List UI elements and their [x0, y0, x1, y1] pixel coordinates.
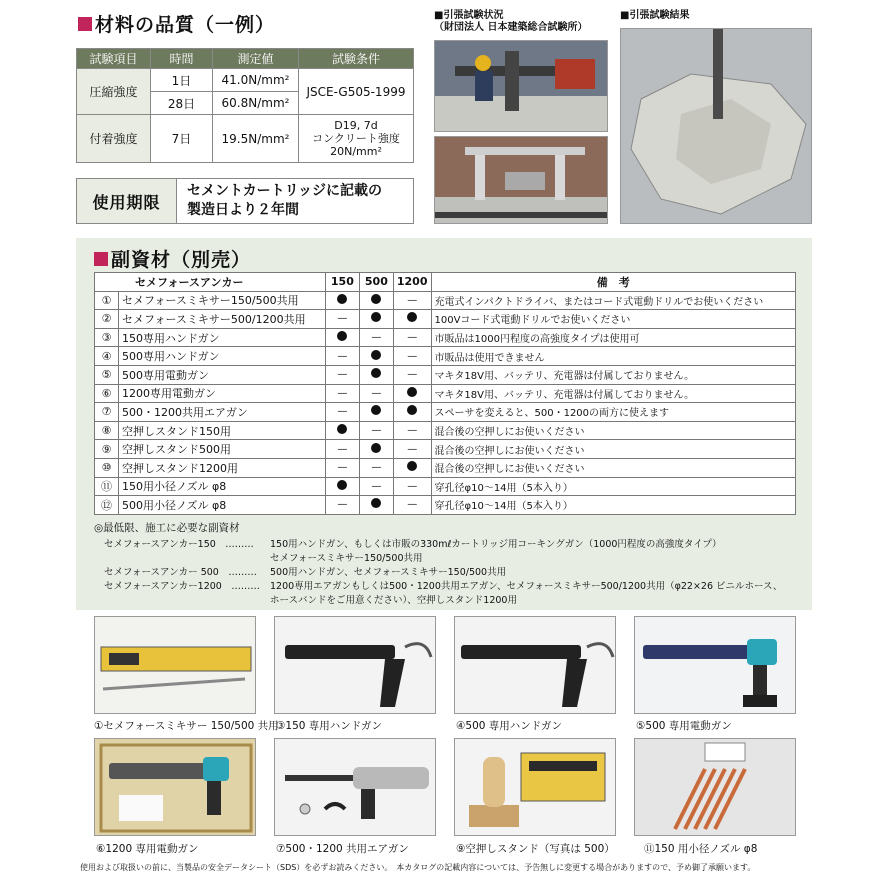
filled-dot-icon: [337, 331, 347, 341]
accessory-mark-500: —: [359, 458, 393, 477]
accessory-note: 市販品は使用できません: [431, 347, 796, 366]
caption-air-gun: ⑦500・1200 共用エアガン: [276, 843, 409, 855]
materials-table: [76, 48, 414, 163]
accessory-number: ②: [95, 310, 119, 329]
accessory-note: 穿孔径φ10～14用（5本入り）: [431, 477, 796, 496]
accessory-number: ⑩: [95, 458, 119, 477]
header-condition: 試験条件: [299, 49, 414, 69]
mixer-image: [95, 617, 256, 714]
caption-handgun-150: ③150 専用ハンドガン: [276, 720, 382, 732]
accessory-name: 1200専用電動ガン: [119, 384, 326, 403]
accessory-name: 空押しスタンド1200用: [119, 458, 326, 477]
accessory-mark-150: —: [325, 440, 359, 459]
caption-electric-gun-1200: ⑥1200 専用電動ガン: [96, 843, 199, 855]
accessory-mark-500: [359, 403, 393, 422]
accessory-mark-1200: [393, 403, 431, 422]
minimum-150-label: セメフォースアンカー150 ………: [104, 539, 254, 550]
air-gun-photo: [274, 738, 436, 836]
compression-condition: JSCE-G505-1999: [299, 69, 414, 115]
handgun-150-photo: [274, 616, 436, 714]
mixer-photo: [94, 616, 256, 714]
accessory-mark-1200: —: [393, 440, 431, 459]
tension-jack-image: [435, 137, 608, 224]
minimum-1200-text2: ホースバンドをご用意ください）、空押しスタンド1200用: [270, 595, 517, 606]
filled-dot-icon: [337, 424, 347, 434]
nozzle-image: [635, 739, 796, 836]
tension-result-caption: ■引張試験結果: [620, 10, 690, 21]
accessory-mark-1200: —: [393, 477, 431, 496]
accessory-mark-1200: —: [393, 347, 431, 366]
filled-dot-icon: [371, 350, 381, 360]
electric-gun-500-image: [635, 617, 796, 714]
accessory-number: ③: [95, 328, 119, 347]
accessory-note: 100Vコード式電動ドリルでお使いください: [431, 310, 796, 329]
accessory-number: ⑥: [95, 384, 119, 403]
tension-test-photo-1: [434, 40, 608, 132]
accessory-name: 空押しスタンド150用: [119, 421, 326, 440]
caption-stand: ⑨空押しスタンド（写真は 500）: [456, 843, 615, 855]
accessory-row: [95, 421, 796, 440]
stand-photo: [454, 738, 616, 836]
accessory-mark-500: —: [359, 421, 393, 440]
filled-dot-icon: [407, 387, 417, 397]
accessory-number: ④: [95, 347, 119, 366]
accessory-mark-1200: —: [393, 496, 431, 515]
filled-dot-icon: [371, 498, 381, 508]
accessory-note: 混合後の空押しにお使いください: [431, 440, 796, 459]
minimum-150-text2: セメフォースミキサー150/500共用: [270, 553, 423, 564]
filled-dot-icon: [371, 368, 381, 378]
accessory-note: マキタ18V用、バッテリ、充電器は付属しておりません。: [431, 384, 796, 403]
accessory-name: セメフォースミキサー150/500共用: [119, 291, 326, 310]
accessory-number: ⑪: [95, 477, 119, 496]
accessory-row: [95, 477, 796, 496]
tension-result-photo: [620, 28, 812, 224]
caption-handgun-500: ④500 専用ハンドガン: [456, 720, 562, 732]
header-500: 500: [359, 273, 393, 292]
accessory-mark-150: —: [325, 403, 359, 422]
accessory-mark-500: [359, 496, 393, 515]
accessory-mark-1200: —: [393, 365, 431, 384]
accessory-note: 混合後の空押しにお使いください: [431, 421, 796, 440]
accessory-row: [95, 291, 796, 310]
filled-dot-icon: [407, 312, 417, 322]
accessory-mark-150: [325, 421, 359, 440]
cone-failure-image: [621, 29, 812, 224]
filled-dot-icon: [337, 480, 347, 490]
accessory-row: [95, 310, 796, 329]
accessory-mark-500: [359, 365, 393, 384]
accessory-note: 穿孔径φ10～14用（5本入り）: [431, 496, 796, 515]
handgun-150-image: [275, 617, 436, 714]
accessory-mark-500: [359, 440, 393, 459]
accessory-number: ⑫: [95, 496, 119, 515]
accessory-mark-1200: [393, 310, 431, 329]
accessory-mark-500: [359, 347, 393, 366]
accessory-name: 空押しスタンド500用: [119, 440, 326, 459]
tension-test-rig-image: [435, 41, 608, 132]
minimum-500-label: セメフォースアンカー 500 ………: [104, 567, 257, 578]
accessory-mark-1200: —: [393, 291, 431, 310]
accessory-name: 500・1200共用エアガン: [119, 403, 326, 422]
accessory-mark-500: [359, 291, 393, 310]
bond-condition: D19, 7d コンクリート強度 20N/mm²: [299, 115, 414, 163]
accessory-mark-150: —: [325, 310, 359, 329]
header-150: 150: [325, 273, 359, 292]
tension-status-caption: ■引張試験状況 （財団法人 日本建築総合試験所）: [434, 10, 588, 33]
caption-mixer: ①セメフォースミキサー 150/500 共用: [94, 720, 279, 732]
accessory-row: [95, 458, 796, 477]
accessory-mark-500: [359, 310, 393, 329]
accessory-name: 150用小径ノズル φ8: [119, 477, 326, 496]
accessory-name: 150専用ハンドガン: [119, 328, 326, 347]
accessory-mark-150: [325, 477, 359, 496]
accessory-name: セメフォースミキサー500/1200共用: [119, 310, 326, 329]
accessory-mark-150: —: [325, 496, 359, 515]
accessory-mark-150: [325, 328, 359, 347]
filled-dot-icon: [337, 294, 347, 304]
minimum-500-text: 500用ハンドガン、セメフォースミキサー150/500共用: [270, 567, 507, 578]
nozzle-photo: [634, 738, 796, 836]
accessory-mark-500: —: [359, 384, 393, 403]
caption-nozzle: ⑪150 用小径ノズル φ8: [644, 843, 758, 855]
accessory-name: 500専用電動ガン: [119, 365, 326, 384]
accessory-note: スペーサを変えると、500・1200の両方に使えます: [431, 403, 796, 422]
accessory-row: [95, 440, 796, 459]
handgun-500-image: [455, 617, 616, 714]
handgun-500-photo: [454, 616, 616, 714]
filled-dot-icon: [371, 443, 381, 453]
accessory-mark-500: —: [359, 328, 393, 347]
filled-dot-icon: [371, 294, 381, 304]
electric-gun-1200-image: [95, 739, 256, 836]
accessory-mark-1200: [393, 458, 431, 477]
expiry-label: 使用期限: [77, 179, 177, 223]
stand-image: [455, 739, 616, 836]
header-1200: 1200: [393, 273, 431, 292]
accessory-name: 500用小径ノズル φ8: [119, 496, 326, 515]
accessory-row: [95, 496, 796, 515]
accessory-number: ⑨: [95, 440, 119, 459]
accessory-mark-150: —: [325, 458, 359, 477]
expiry-box: [76, 178, 414, 224]
accessory-mark-150: —: [325, 365, 359, 384]
accessory-mark-150: —: [325, 384, 359, 403]
accessories-table: [94, 272, 796, 515]
accessory-number: ①: [95, 291, 119, 310]
accessory-number: ⑤: [95, 365, 119, 384]
tension-test-photo-2: [434, 136, 608, 224]
bond-value: 19.5N/mm²: [213, 115, 299, 163]
header-notes: 備 考: [431, 273, 796, 292]
electric-gun-500-photo: [634, 616, 796, 714]
minimum-1200-label: セメフォースアンカー1200 ………: [104, 581, 260, 592]
accessory-note: 混合後の空押しにお使いください: [431, 458, 796, 477]
accessory-mark-1200: [393, 384, 431, 403]
square-bullet-icon: [94, 252, 108, 266]
accessory-mark-500: —: [359, 477, 393, 496]
compression-day28: 28日: [151, 92, 213, 115]
accessory-row: [95, 365, 796, 384]
accessory-mark-150: —: [325, 347, 359, 366]
accessory-note: マキタ18V用、バッテリ、充電器は付属しておりません。: [431, 365, 796, 384]
minimum-1200-text1: 1200専用エアガンもしくは500・1200共用エアガン、セメフォースミキサー500/1200共用（φ22×26 ビニルホース、: [270, 581, 783, 592]
accessory-mark-1200: —: [393, 421, 431, 440]
accessory-mark-1200: —: [393, 328, 431, 347]
bond-day: 7日: [151, 115, 213, 163]
minimum-150-text1: 150用ハンドガン、もしくは市販の330mℓカートリッジ用コーキングガン（1000円程度の高強度タイプ）: [270, 539, 722, 550]
accessory-name: 500専用ハンドガン: [119, 347, 326, 366]
filled-dot-icon: [407, 461, 417, 471]
accessory-row: [95, 384, 796, 403]
square-bullet-icon: [78, 17, 92, 31]
header-test-item: 試験項目: [77, 49, 151, 69]
caption-electric-gun-500: ⑤500 専用電動ガン: [636, 720, 732, 732]
accessory-note: 市販品は1000円程度の高強度タイプは使用可: [431, 328, 796, 347]
minimum-title: ◎最低限、施工に必要な副資材: [94, 522, 240, 534]
materials-header-row: [77, 49, 414, 69]
filled-dot-icon: [407, 405, 417, 415]
compression-label: 圧縮強度: [77, 69, 151, 115]
accessories-title: 副資材（別売）: [94, 245, 251, 272]
header-value: 測定値: [213, 49, 299, 69]
bond-label: 付着強度: [77, 115, 151, 163]
expiry-text: セメントカートリッジに記載の 製造日より２年間: [187, 183, 383, 218]
header-product: セメフォースアンカー: [95, 273, 326, 292]
electric-gun-1200-photo: [94, 738, 256, 836]
accessory-row: [95, 328, 796, 347]
filled-dot-icon: [371, 312, 381, 322]
accessories-header-row: [95, 273, 796, 292]
header-time: 時間: [151, 49, 213, 69]
air-gun-image: [275, 739, 436, 836]
footer-note: 使用および取扱いの前に、当製品の安全データシート（SDS）を必ずお読みください。 本カタログの記載内容については、予告無しに変更する場合がありますので、予め御了承願います。: [80, 863, 756, 872]
accessory-number: ⑦: [95, 403, 119, 422]
accessory-mark-150: [325, 291, 359, 310]
filled-dot-icon: [371, 405, 381, 415]
accessory-row: [95, 403, 796, 422]
compression-val28: 60.8N/mm²: [213, 92, 299, 115]
accessory-number: ⑧: [95, 421, 119, 440]
accessory-note: 充電式インパクトドライバ、またはコード式電動ドリルでお使いください: [431, 291, 796, 310]
compression-row-1: [77, 69, 414, 92]
bond-row: [77, 115, 414, 163]
materials-title: 材料の品質（一例）: [78, 10, 275, 37]
accessory-row: [95, 347, 796, 366]
compression-val1: 41.0N/mm²: [213, 69, 299, 92]
compression-day1: 1日: [151, 69, 213, 92]
